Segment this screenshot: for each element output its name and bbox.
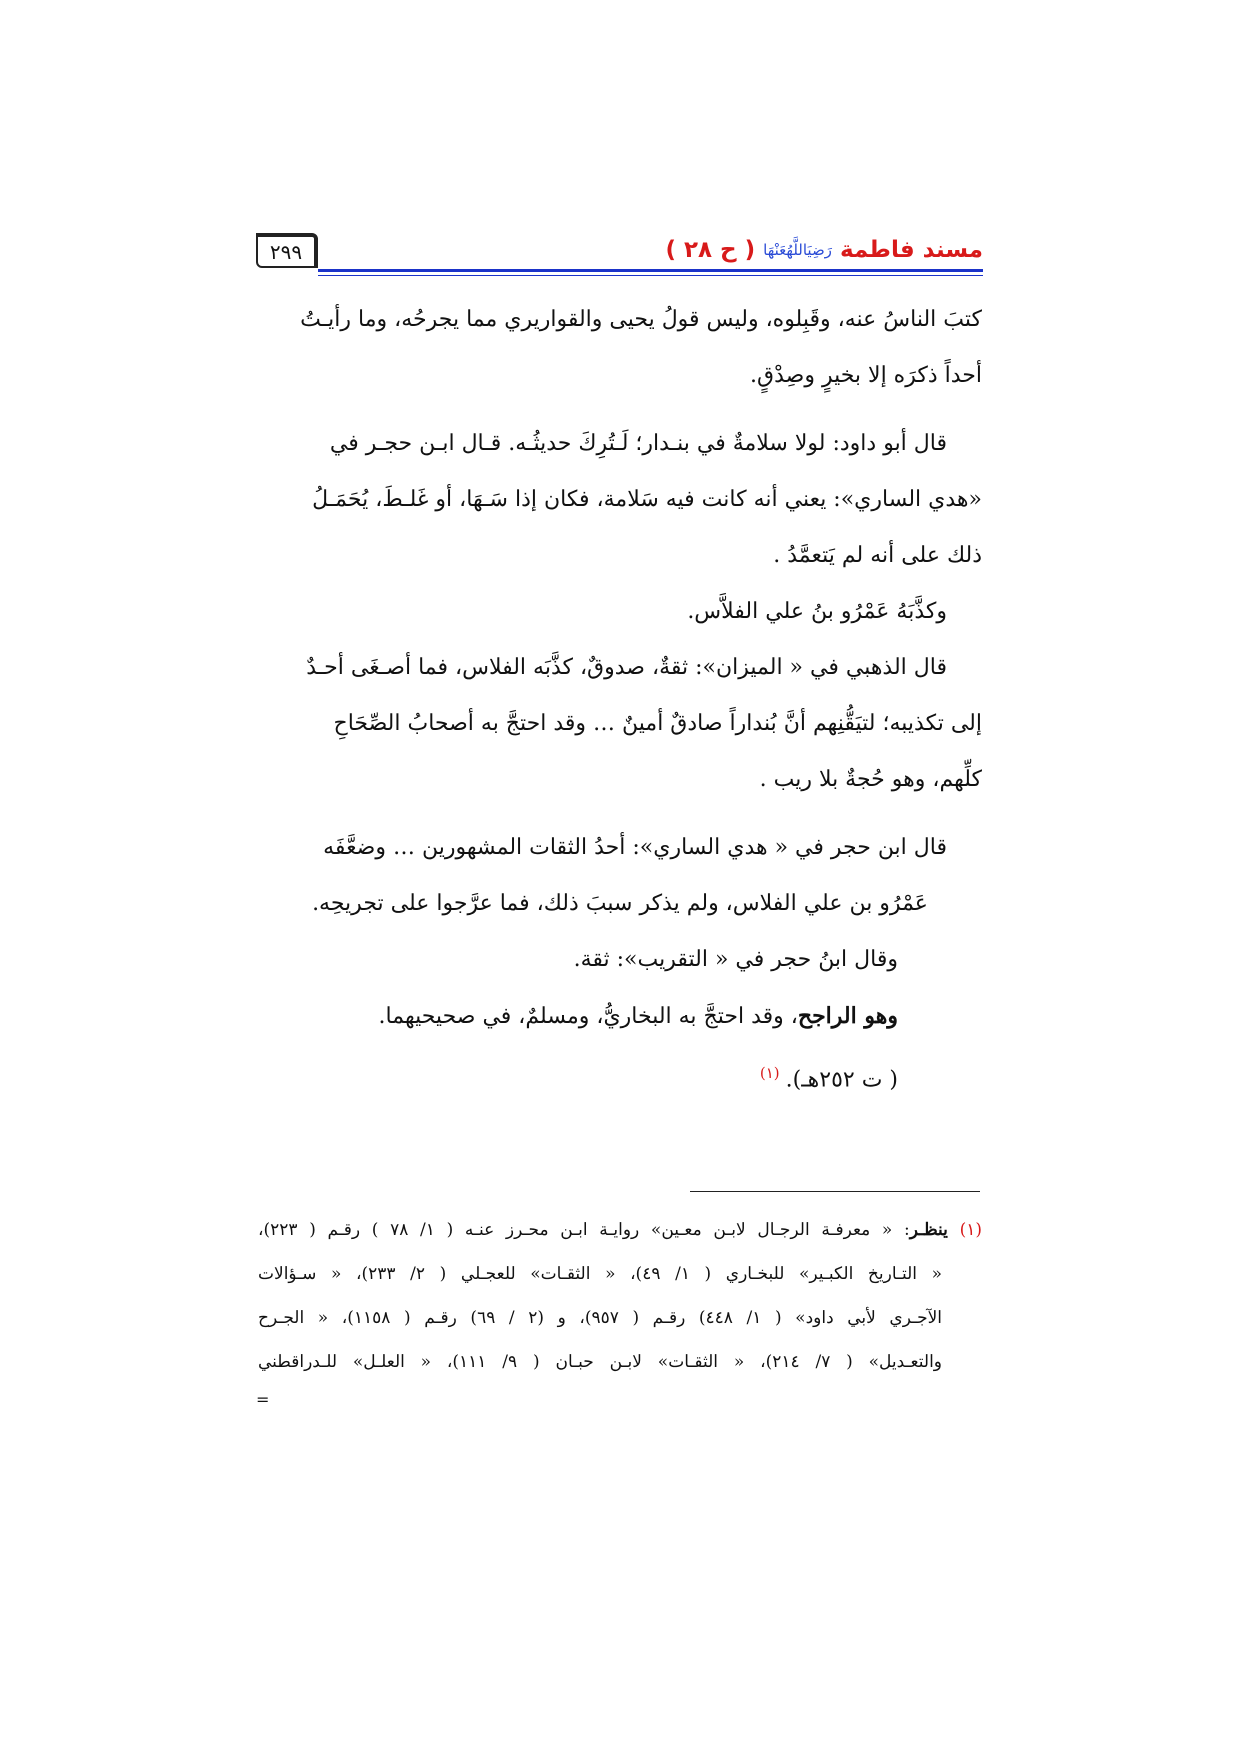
footnote-line: « التـاريخ الكبـير» للبخـاري ( ١/ ٤٩)، « الثقـات» للعجـلي ( ٢/ ٢٣٣)، « سـؤالات	[258, 1264, 943, 1284]
footnote-text: : « معرفـة الرجـال لابـن معـين» روايـة ابـن محـرز عنـه ( ١/ ٧٨ ) رقـم ( ٢٢٣)،	[258, 1220, 910, 1240]
body-line: كلِّهم، وهو حُجةٌ بلا ريب .	[759, 767, 982, 792]
footnote-line: الآجـري لأبي داود» ( ١/ ٤٤٨) رقـم ( ٩٥٧)، و (٢ / ٦٩) رقـم ( ١١٥٨)، « الجـرح	[258, 1308, 942, 1328]
footnote-separator	[690, 1191, 980, 1192]
header-title	[665, 232, 983, 268]
body-line	[258, 988, 982, 1045]
footnote-reference[interactable]: (١)	[759, 1064, 780, 1082]
continuation-marker: =	[256, 1390, 270, 1409]
main-text	[258, 292, 982, 1108]
footnotes	[258, 1208, 982, 1384]
body-line: قال أبو داود: لولا سلامةٌ في بنـدار؛ لَـتُرِكَ حديثُـه. قـال ابـن حجـر في	[329, 431, 947, 456]
body-line: قال الذهبي في « الميزان»: ثقةٌ، صدوقٌ، كذَّبَه الفلاس، فما أصـغَى أحـدٌ	[306, 655, 947, 680]
death-date: ( ت ٢٥٢هـ).	[785, 1067, 898, 1093]
honorific-glyph: رَضِيَاللَّهُعَنْهَا	[763, 241, 832, 259]
body-line: عَمْرُو بن علي الفلاس، ولم يذكر سببَ ذلك، فما عرَّجوا على تجريحِه.	[312, 891, 928, 916]
conclusion-text: ، وقد احتجَّ به البخاريُّ، ومسلمٌ، في صحيحيهما.	[378, 1004, 798, 1029]
header-hadith-number: ( ح ٢٨ )	[665, 237, 756, 263]
footnote-number: (١)	[959, 1220, 982, 1240]
header-rule-thin	[318, 275, 983, 276]
page-header	[318, 232, 983, 276]
body-line	[258, 1045, 982, 1108]
body-line: قال ابن حجر في « هدي الساري»: أحدُ الثقات المشهورين … وضعَّفَه	[323, 835, 947, 860]
page-number-badge: ٢٩٩	[256, 233, 318, 268]
header-title-main: مسند فاطمة	[839, 237, 983, 263]
footnote-line: والتعـديل» ( ٧/ ٢١٤)، « الثقـات» لابـن حبـان ( ٩/ ١١١)، « العلـل» للـدراقطني	[258, 1352, 942, 1372]
footnote-line	[258, 1208, 982, 1252]
body-line: أحداً ذكرَه إلا بخيرٍ وصِدْقٍ.	[750, 363, 982, 388]
footnote-label: ينظـر	[909, 1220, 948, 1240]
body-line: وقال ابنُ حجر في « التقريب»: ثقة.	[573, 947, 898, 972]
body-line: وكذَّبَهُ عَمْرُو بنُ علي الفلاَّس.	[687, 599, 947, 624]
body-line: ذلك على أنه لم يَتعمَّدُ .	[773, 543, 982, 568]
body-line: إلى تكذيبه؛ لتيَقُّنِهم أنَّ بُنداراً صادقٌ أمينٌ … وقد احتجَّ به أصحابُ الصِّحَاحِ	[333, 711, 982, 736]
body-line: كتبَ الناسُ عنه، وقَبِلوه، وليس قولُ يحيى والقواريري مما يجرحُه، وما رأيـتُ	[300, 307, 982, 332]
body-line: «هدي الساري»: يعني أنه كانت فيه سَلامة، فكان إذا سَـهَا، أو غَلـطَ، يُحَمَـلُ	[312, 487, 982, 512]
conclusion-label: وهو الراجح	[797, 1003, 898, 1029]
header-rule-thick	[318, 269, 983, 272]
